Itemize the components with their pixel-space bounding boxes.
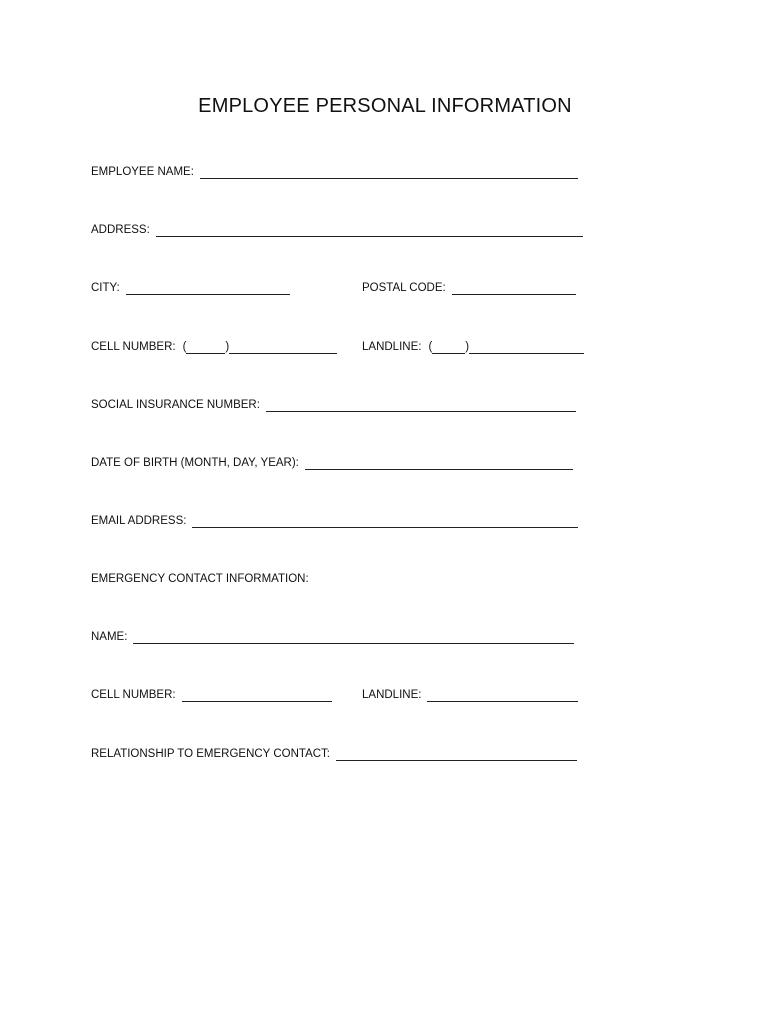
ec-name-label: NAME: [91, 631, 128, 643]
close-paren: ) [465, 341, 470, 353]
city-field[interactable] [126, 282, 290, 295]
page-title: EMPLOYEE PERSONAL INFORMATION [198, 95, 572, 117]
emergency-header-row [91, 572, 309, 586]
city-row [91, 281, 290, 295]
postal-code-group [362, 281, 576, 295]
ec-landline-group [362, 688, 578, 702]
ec-landline-field[interactable] [427, 689, 578, 702]
emergency-contact-heading: EMERGENCY CONTACT INFORMATION: [91, 573, 309, 585]
postal-code-label: POSTAL CODE: [362, 282, 446, 294]
relationship-field[interactable] [336, 748, 577, 761]
email-label: EMAIL ADDRESS: [91, 515, 187, 527]
relationship-row [91, 747, 577, 761]
close-paren: ) [225, 341, 230, 353]
open-paren: ( [428, 341, 433, 353]
sin-label: SOCIAL INSURANCE NUMBER: [91, 399, 260, 411]
ec-name-row [91, 630, 574, 644]
relationship-label: RELATIONSHIP TO EMERGENCY CONTACT: [91, 748, 330, 760]
cell-number-label: CELL NUMBER: [91, 341, 176, 353]
sin-field[interactable] [266, 399, 576, 412]
cell-number-field[interactable] [229, 341, 337, 354]
cell-area-code-field[interactable] [183, 340, 230, 354]
ec-cell-field[interactable] [182, 689, 332, 702]
postal-code-field[interactable] [452, 282, 576, 295]
email-row [91, 514, 578, 528]
ec-landline-label: LANDLINE: [362, 689, 422, 701]
employee-name-label: EMPLOYEE NAME: [91, 166, 194, 178]
email-field[interactable] [192, 515, 578, 528]
employee-name-field[interactable] [200, 166, 578, 179]
open-paren: ( [182, 341, 187, 353]
dob-label: DATE OF BIRTH (MONTH, DAY, YEAR): [91, 457, 299, 469]
city-label: CITY: [91, 282, 120, 294]
employee-name-row [91, 165, 578, 179]
ec-cell-row [91, 688, 332, 702]
address-label: ADDRESS: [91, 224, 150, 236]
cell-number-row [91, 340, 337, 354]
sin-row [91, 398, 576, 412]
address-field[interactable] [156, 224, 583, 237]
ec-cell-label: CELL NUMBER: [91, 689, 176, 701]
landline-label: LANDLINE: [362, 341, 422, 353]
dob-field[interactable] [305, 457, 573, 470]
address-row [91, 223, 583, 237]
landline-field[interactable] [469, 341, 584, 354]
landline-area-code-field[interactable] [428, 340, 469, 354]
dob-row [91, 456, 573, 470]
landline-group [362, 340, 584, 354]
ec-name-field[interactable] [133, 631, 574, 644]
